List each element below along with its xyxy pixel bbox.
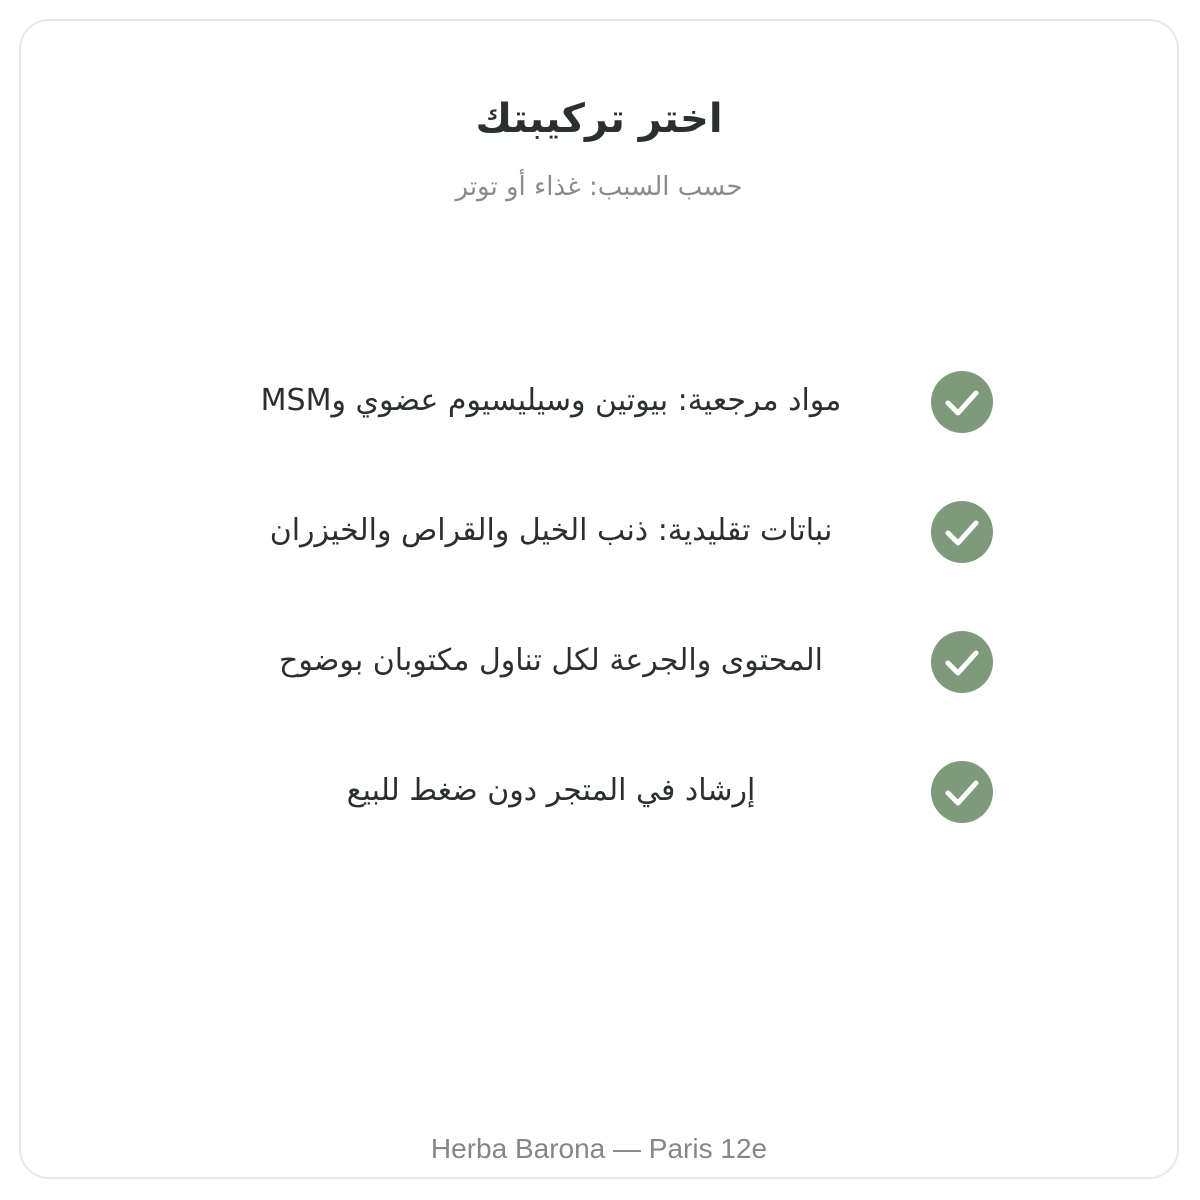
check-icon (931, 501, 993, 563)
footer-brand: Herba Barona — Paris 12e (430, 1133, 768, 1164)
feature-label: المحتوى والجرعة لكل تناول مكتوبان بوضوح (279, 643, 823, 678)
check-icon (931, 631, 993, 693)
content-card (19, 19, 1179, 1179)
check-icon (931, 761, 993, 823)
feature-item (21, 629, 1177, 693)
feature-list (21, 21, 1177, 1177)
check-icon (931, 371, 993, 433)
feature-item (21, 759, 1177, 823)
feature-item (21, 369, 1177, 433)
feature-label: إرشاد في المتجر دون ضغط للبيع (346, 773, 756, 808)
feature-label: مواد مرجعية: بيوتين وسيليسيوم عضوي وMSM (260, 383, 842, 418)
page-subtitle: حسب السبب: غذاء أو توتر (455, 172, 743, 202)
feature-label: نباتات تقليدية: ذنب الخيل والقراص والخيزران (269, 513, 833, 548)
page-title: اختر تركيبتك (475, 96, 723, 142)
feature-item (21, 499, 1177, 563)
